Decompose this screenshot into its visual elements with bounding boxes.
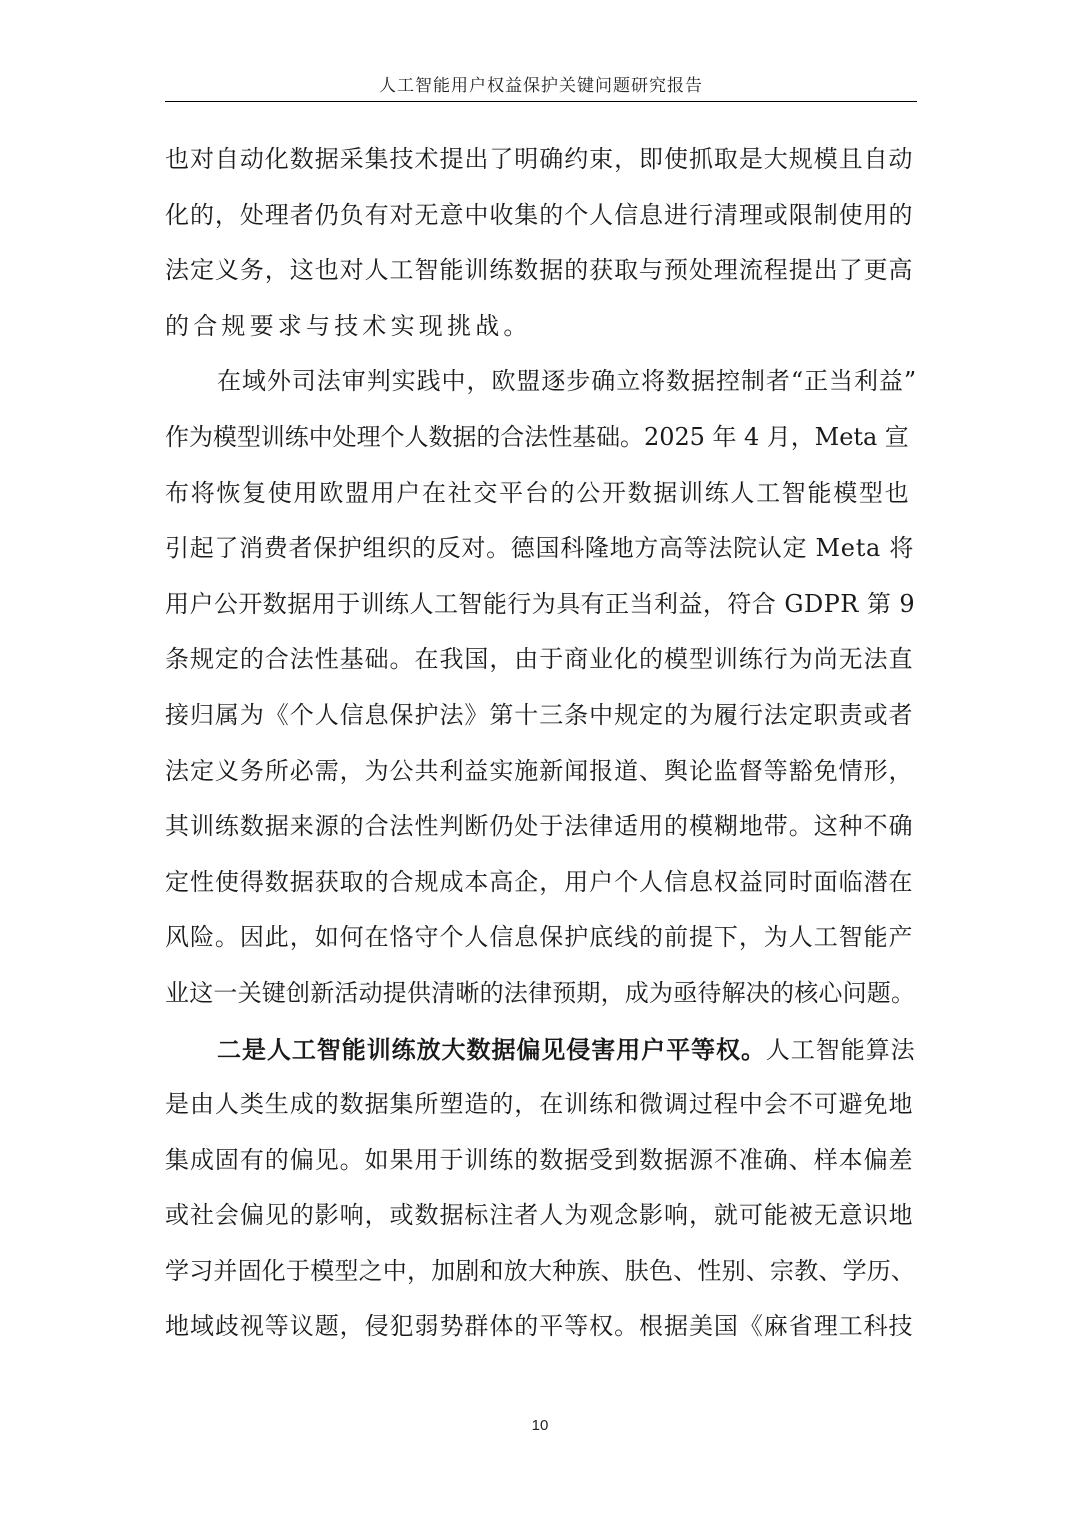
paragraph-continuation [165, 132, 917, 354]
paragraph-data-bias [165, 1022, 917, 1356]
text-line: 接归属为《个人信息保护法》第十三条中规定的为履行法定职责或者 [165, 700, 914, 729]
text-line: 布将恢复使用欧盟用户在社交平台的公开数据训练人工智能模型也 [165, 478, 911, 507]
text-line: 在域外司法审判实践中，欧盟逐步确立将数据控制者“正当利益” [217, 367, 918, 396]
text-line: 引起了消费者保护组织的反对。德国科隆地方高等法院认定 Meta 将 [165, 534, 915, 563]
text-line: 风险。因此，如何在恪守个人信息保护底线的前提下，为人工智能产 [165, 923, 914, 952]
text-line: 学习并固化于模型之中，加剧和放大种族、肤色、性别、宗教、学历、 [165, 1256, 916, 1285]
text-line-with-heading [165, 1022, 917, 1078]
text-line: 或社会偏见的影响，或数据标注者人为观念影响，就可能被无意识地 [165, 1201, 914, 1230]
text-line: 法定义务，这也对人工智能训练数据的获取与预处理流程提出了更高 [165, 256, 914, 285]
text-line: 法定义务所必需，为公共利益实施新闻报道、舆论监督等豁免情形， [165, 756, 914, 785]
bold-lead-sentence: 二是人工智能训练放大数据偏见侵害用户平等权。 [217, 1034, 766, 1064]
running-header: 人工智能用户权益保护关键问题研究报告 [379, 76, 703, 96]
text-run: 人工智能算法 [765, 1035, 916, 1064]
body-text [165, 132, 917, 1355]
header-divider [165, 101, 917, 102]
text-line: 的合规要求与技术实现挑战。 [165, 311, 532, 340]
text-line: 是由人类生成的数据集所塑造的，在训练和微调过程中会不可避免地 [165, 1090, 914, 1119]
paragraph-eu-judicial-practice [165, 354, 917, 1021]
text-line: 定性使得数据获取的合规成本高企，用户个人信息权益同时面临潜在 [165, 867, 914, 896]
page-number: 10 [531, 1417, 549, 1434]
text-line: 其训练数据来源的合法性判断仍处于法律适用的模糊地带。这种不确 [165, 812, 914, 841]
text-line: 化的，处理者仍负有对无意中收集的个人信息进行清理或限制使用的 [165, 200, 914, 229]
text-line: 集成固有的偏见。如果用于训练的数据受到数据源不准确、样本偏差 [165, 1145, 914, 1174]
text-line: 用户公开数据用于训练人工智能行为具有正当利益，符合 GDPR 第 9 [165, 589, 916, 618]
text-line: 地域歧视等议题，侵犯弱势群体的平等权。根据美国《麻省理工科技 [165, 1312, 914, 1341]
text-line: 业这一关键创新活动提供清晰的法律预期，成为亟待解决的核心问题。 [165, 978, 916, 1007]
text-line: 也对自动化数据采集技术提出了明确约束，即使抓取是大规模且自动 [165, 145, 914, 173]
text-line: 条规定的合法性基础。在我国，由于商业化的模型训练行为尚无法直 [165, 645, 914, 674]
text-line: 作为模型训练中处理个人数据的合法性基础。2025 年 4 月，Meta 宣 [165, 422, 909, 451]
